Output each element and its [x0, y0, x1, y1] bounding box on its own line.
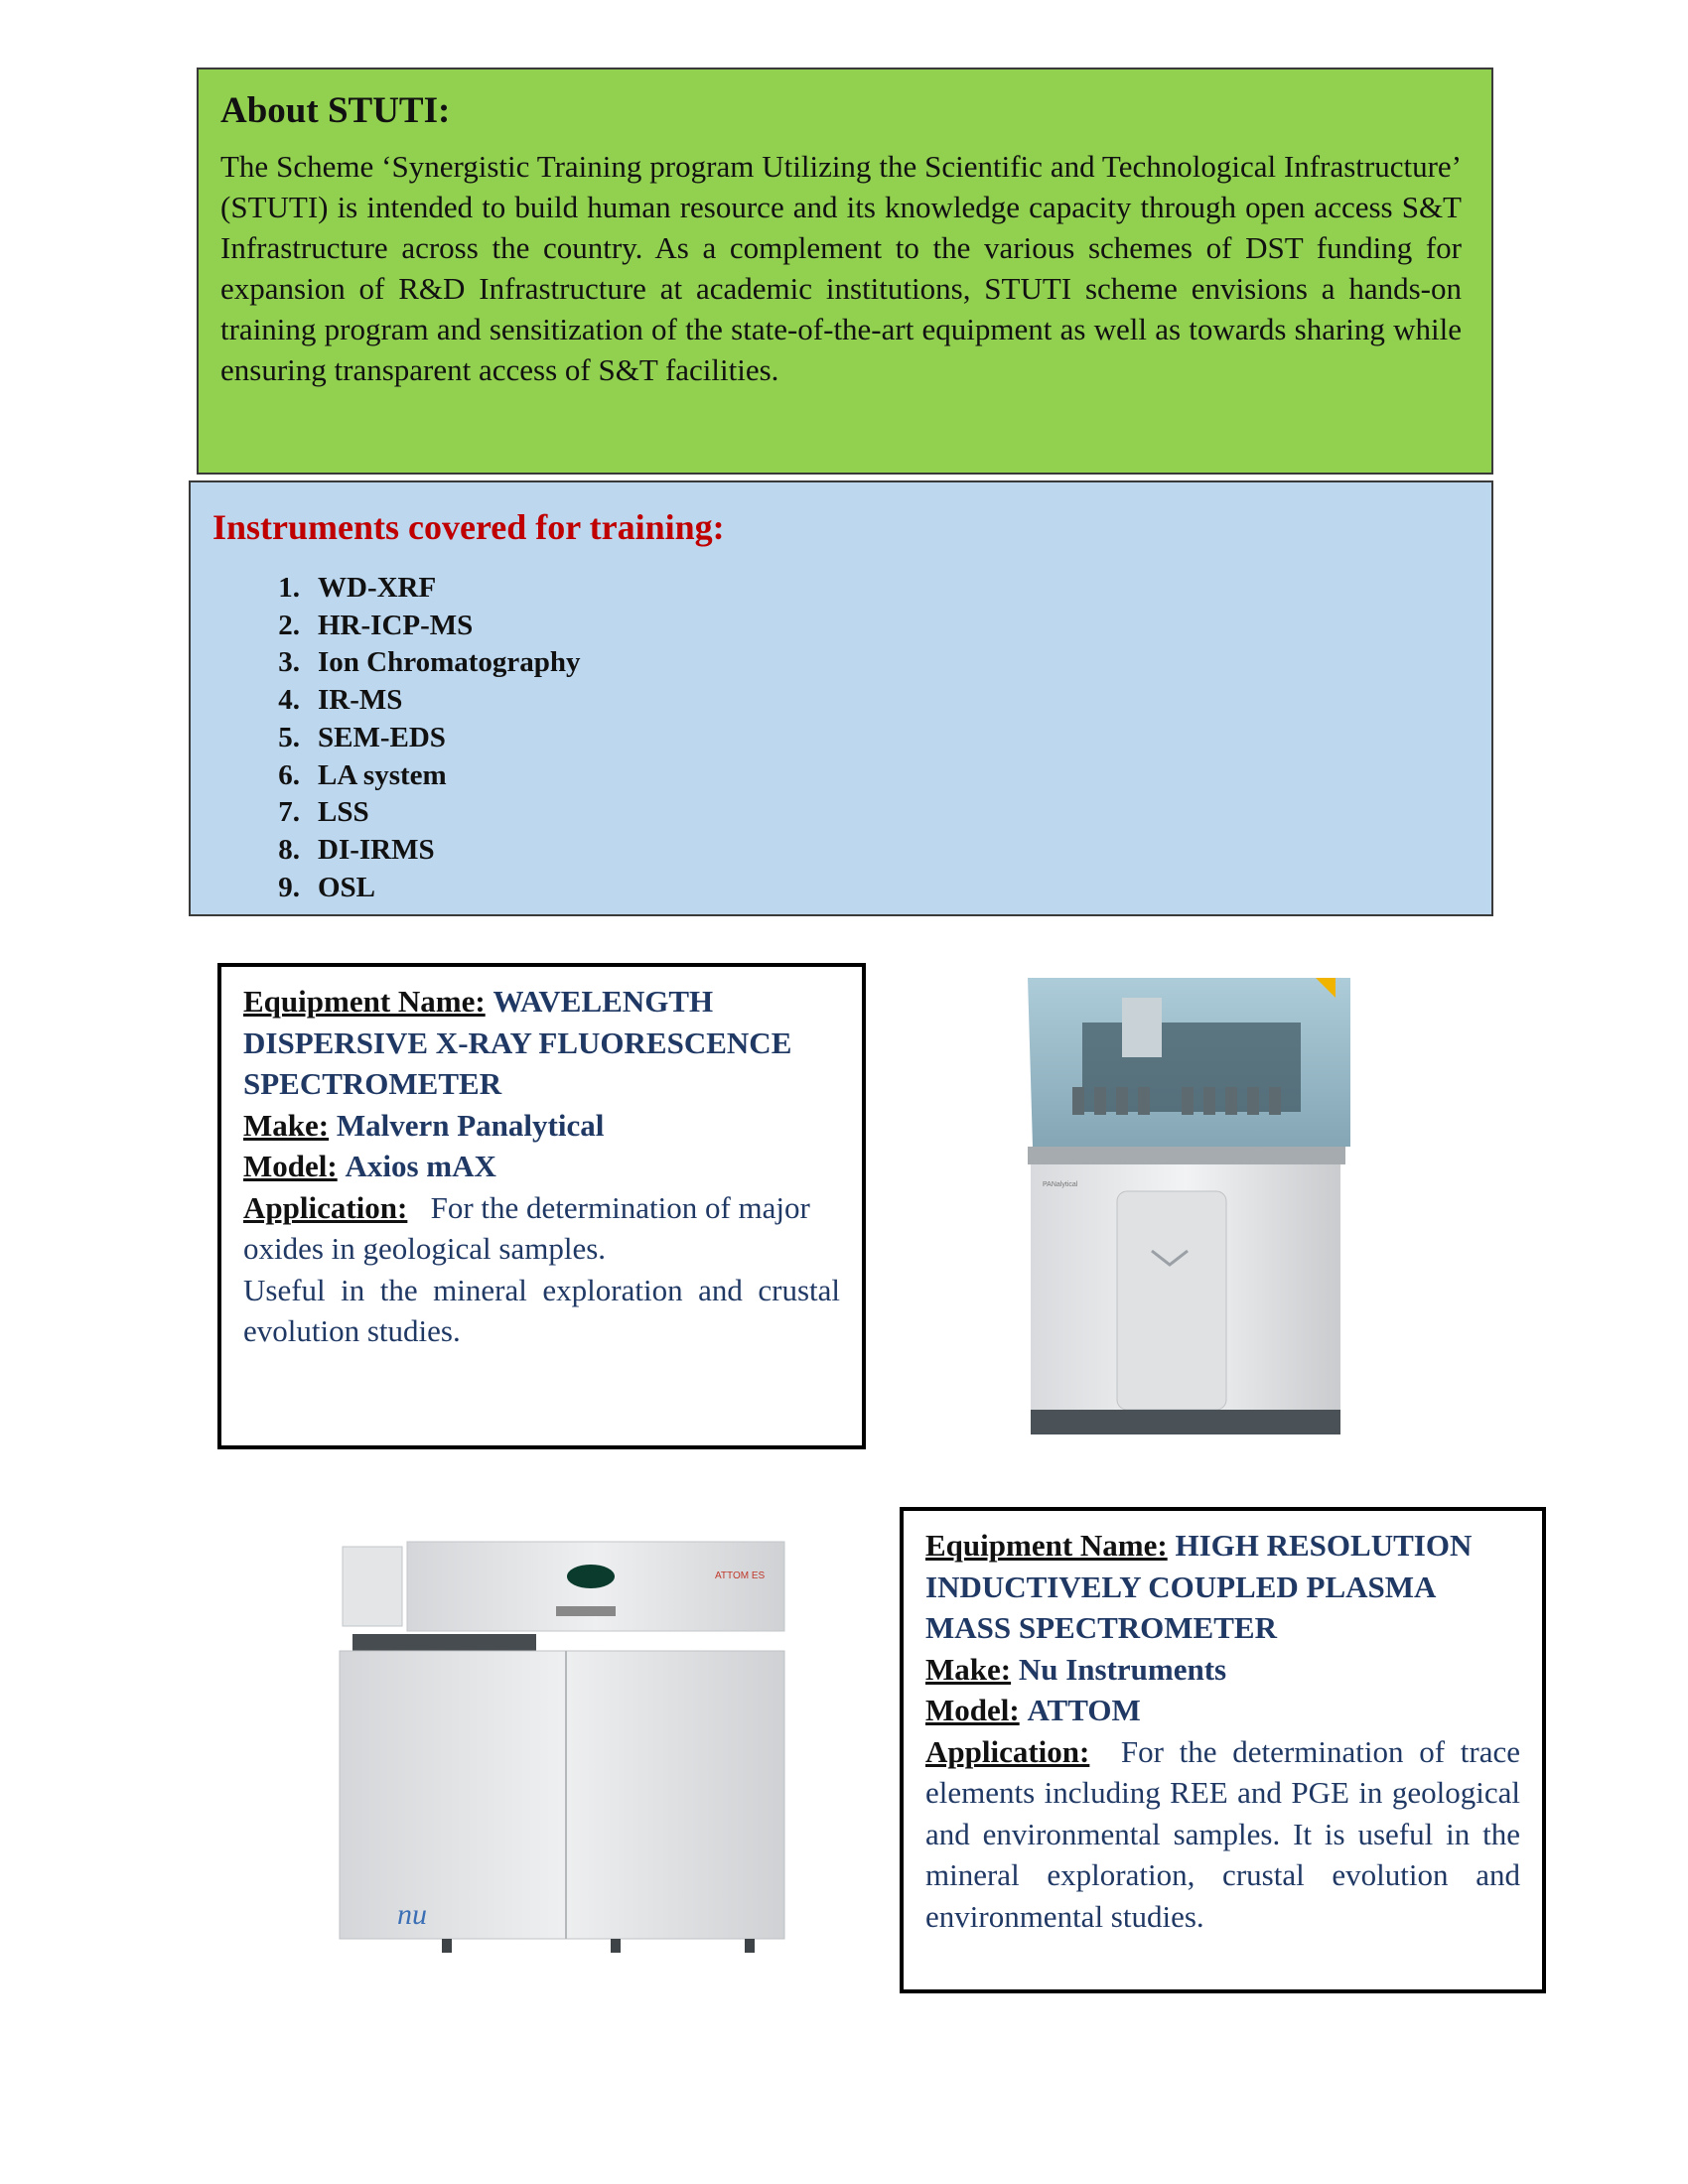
make-value: Nu Instruments — [1018, 1651, 1227, 1687]
list-item — [250, 608, 1472, 645]
instrument-name: OSL — [318, 871, 376, 903]
make-label: Make: — [925, 1651, 1012, 1687]
list-number: 2. — [278, 609, 300, 641]
instruments-section — [189, 480, 1493, 916]
equipment-name-value: WAVELENGTH DISPERSIVE X-RAY FLUORESCENCE SPECTROMETER — [243, 984, 792, 1101]
instrument-name: LA system — [318, 758, 447, 791]
instruments-list — [211, 570, 1472, 906]
application-row — [243, 1187, 840, 1270]
list-number: 3. — [278, 646, 300, 679]
list-number: 8. — [278, 833, 300, 866]
model-label: Model: — [925, 1693, 1020, 1727]
equipment-card-hricpms — [900, 1507, 1546, 1993]
equipment-card-wdxrf — [217, 963, 866, 1449]
list-number: 5. — [278, 721, 300, 753]
list-number: 4. — [278, 684, 300, 717]
about-title: About STUTI: — [220, 90, 451, 131]
application-label: Application: — [243, 1189, 408, 1225]
list-number: 1. — [278, 572, 300, 604]
instrument-name: Ion Chromatography — [318, 646, 581, 679]
list-item — [250, 870, 1472, 907]
list-number: 6. — [278, 758, 300, 791]
list-item — [250, 720, 1472, 757]
instruments-title: Instruments covered for training: — [212, 507, 725, 547]
make-row — [243, 1105, 840, 1147]
model-value: ATTOM — [1027, 1693, 1141, 1727]
instrument-name: LSS — [318, 796, 369, 829]
model-row — [925, 1690, 1520, 1731]
equipment-name-row — [243, 981, 840, 1105]
list-item — [250, 682, 1472, 720]
list-item — [250, 832, 1472, 870]
xrf-brand-text: PANalytical — [1043, 1181, 1078, 1188]
list-item — [250, 794, 1472, 832]
make-value: Malvern Panalytical — [336, 1107, 605, 1143]
application-text: For the determination of trace elements including REE and PGE in geological and environmental samples. It is useful in the mineral exploration, crustal evolution and environmental studies. — [925, 1733, 1520, 1934]
model-value: Axios mAX — [345, 1149, 496, 1183]
application-note: Useful in the mineral exploration and crustal evolution studies. — [243, 1272, 840, 1348]
icpms-badge-text: ATTOM ES — [715, 1570, 766, 1581]
wdxrf-instrument-photo — [1013, 963, 1350, 1449]
equipment-name-value: HIGH RESOLUTION INDUCTIVELY COUPLED PLASMA MASS SPECTROMETER — [925, 1528, 1473, 1645]
instrument-name: WD-XRF — [318, 572, 437, 604]
list-number: 7. — [278, 796, 300, 829]
application-text: For the determination of major oxides in geological samples. — [243, 1189, 810, 1266]
list-number: 9. — [278, 871, 300, 903]
icpms-logo-text: nu — [397, 1898, 427, 1931]
application-row — [925, 1731, 1520, 1938]
about-stuti-section — [197, 68, 1493, 475]
equipment-name-label: Equipment Name: — [925, 1528, 1168, 1563]
equipment-name-row — [925, 1525, 1520, 1649]
model-label: Model: — [243, 1149, 338, 1183]
make-label: Make: — [243, 1107, 330, 1143]
hricpms-instrument-photo — [328, 1537, 794, 1974]
instrument-name: SEM-EDS — [318, 721, 446, 753]
instrument-name: IR-MS — [318, 684, 403, 717]
about-text: The Scheme ‘Synergistic Training program Utilizing the Scientific and Technological Infrastructure’ (STUTI) is intended to build human resource and its knowledge capacity through open access S&T Infrastructure across the country. As a complement to the various schemes of DST funding for expansion of R&D Infrastructure at academic institutions, STUTI scheme envisions a hands-on training program and sensitization of the state-of-the-art equipment as well as towards sharing while ensuring transparent access of S&T facilities. — [220, 149, 1462, 387]
list-item — [250, 644, 1472, 682]
instrument-name: HR-ICP-MS — [318, 609, 474, 641]
model-row — [243, 1146, 840, 1187]
list-item — [250, 570, 1472, 608]
equipment-name-label: Equipment Name: — [243, 984, 486, 1019]
instrument-name: DI-IRMS — [318, 833, 435, 866]
list-item — [250, 757, 1472, 795]
make-row — [925, 1649, 1520, 1691]
application-label: Application: — [925, 1733, 1090, 1769]
